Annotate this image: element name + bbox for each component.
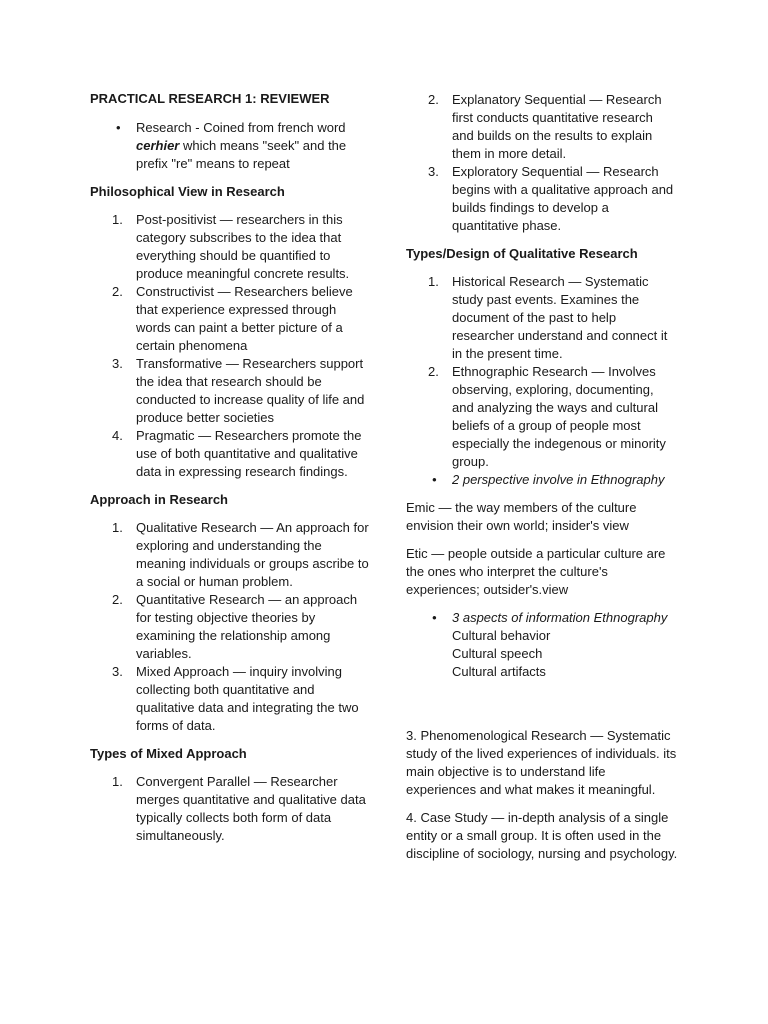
list-item (406, 273, 678, 363)
item-text: Transformative — Researchers support the idea that research should be conducted to increase quality of life and produce better societies (136, 356, 365, 425)
approach-list (90, 519, 370, 735)
item-number: 3. (428, 164, 439, 179)
perspective-list (406, 471, 678, 489)
approach-heading: Approach in Research (90, 492, 228, 507)
etic-paragraph: Etic — people outside a particular culture are the ones who interpret the culture's experiences; outsider's.view (406, 546, 666, 597)
item-text: Exploratory Sequential — Research begins with a qualitative approach and builds findings to develop a quantitative phase. (452, 164, 674, 233)
intro-text-part1: Research - Coined from french word (136, 120, 346, 135)
list-item (406, 609, 678, 627)
item-number: 1. (112, 212, 123, 227)
item-text: Qualitative Research — An approach for exploring and understanding the meaning individuals or groups ascribe to a social or human problem. (136, 520, 369, 589)
item-number: 1. (112, 520, 123, 535)
philosophical-heading: Philosophical View in Research (90, 184, 285, 199)
list-item (406, 471, 678, 489)
aspect-item: Cultural artifacts (452, 664, 546, 679)
list-item (406, 91, 678, 163)
list-item (406, 363, 678, 471)
list-item (90, 519, 370, 591)
philosophical-list (90, 211, 370, 481)
intro-text-part2: which means "seek" and the prefix "re" means to repeat (136, 138, 347, 171)
item-text: Quantitative Research — an approach for testing objective theories by examining the relationship among variables. (136, 592, 358, 661)
list-item (90, 591, 370, 663)
item-text: Post-positivist — researchers in this category subscribes to the idea that everything should be quantified to produce meaningful concrete results. (136, 212, 350, 281)
qualitative-list (406, 273, 678, 471)
item-number: 2. (428, 92, 439, 107)
item-text: Pragmatic — Researchers promote the use of both quantitative and qualitative data in expressing research findings. (136, 428, 362, 479)
list-item (90, 119, 370, 173)
document-title: PRACTICAL RESEARCH 1: REVIEWER (90, 91, 330, 106)
bullet-icon: • (116, 120, 121, 135)
item-number: 2. (428, 364, 439, 379)
left-column (90, 90, 370, 855)
item-text: Explanatory Sequential — Research first conducts quantitative research and builds on the results to explain them in more detail. (452, 92, 662, 161)
aspect-item: Cultural behavior (452, 628, 551, 643)
bullet-icon: • (432, 472, 437, 487)
item-number: 4. (112, 428, 123, 443)
item-text: Historical Research — Systematic study past events. Examines the document of the past to help researcher understand and connect it in the present time. (452, 274, 668, 361)
right-column (406, 91, 678, 873)
mixed-list-right (406, 91, 678, 235)
aspects-list (406, 609, 678, 681)
list-item (406, 163, 678, 235)
aspects-text: 3 aspects of information Ethnography (452, 610, 668, 625)
perspective-text: 2 perspective involve in Ethnography (452, 472, 665, 487)
item-text: Mixed Approach — inquiry involving collecting both quantitative and qualitative data and integrating the two forms of data. (136, 664, 359, 733)
aspect-item: Cultural speech (452, 646, 543, 661)
item-number: 2. (112, 592, 123, 607)
mixed-list-left (90, 773, 370, 845)
list-item (90, 427, 370, 481)
item-number: 1. (428, 274, 439, 289)
list-item (90, 773, 370, 845)
bullet-icon: • (432, 610, 437, 625)
qualitative-heading: Types/Design of Qualitative Research (406, 246, 638, 261)
emic-paragraph: Emic — the way members of the culture envision their own world; insider's view (406, 500, 637, 533)
list-item (90, 355, 370, 427)
item-number: 3. (112, 664, 123, 679)
mixed-heading: Types of Mixed Approach (90, 746, 247, 761)
item-text: Ethnographic Research — Involves observing, exploring, documenting, and analyzing the ways and cultural beliefs of a group of people most especially the indegenous or minority group. (452, 364, 666, 469)
item-number: 3. (112, 356, 123, 371)
list-item (90, 211, 370, 283)
item-number: 2. (112, 284, 123, 299)
item-number: 1. (112, 774, 123, 789)
intro-list (90, 119, 370, 173)
phenomenological-paragraph: 3. Phenomenological Research — Systematic study of the lived experiences of individuals. its main objective is to understand life experiences and what makes it meaningful. (406, 728, 677, 797)
list-item (90, 283, 370, 355)
case-study-paragraph: 4. Case Study — in-depth analysis of a single entity or a small group. It is often used in the discipline of sociology, nursing and psychology. (406, 810, 678, 861)
item-text: Constructivist — Researchers believe that experience expressed through words can paint a better picture of a certain phenomena (136, 284, 353, 353)
intro-bold-word: cerhier (136, 138, 180, 153)
item-text: Convergent Parallel — Researcher merges quantitative and qualitative data typically collects both form of data simultaneously. (136, 774, 366, 843)
list-item (90, 663, 370, 735)
